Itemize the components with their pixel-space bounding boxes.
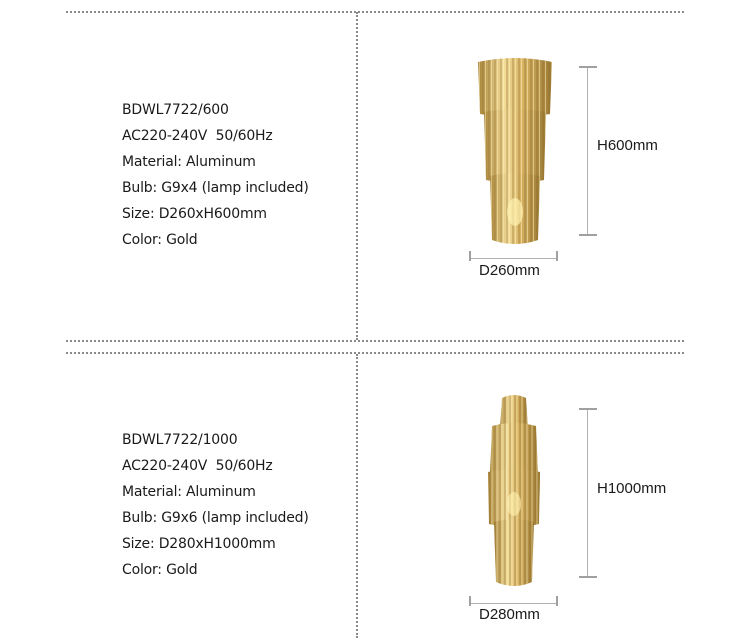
wall-lamp-image (470, 52, 560, 252)
height-cap-top (579, 66, 597, 68)
color-spec: Color: Gold (122, 562, 198, 578)
diameter-tick-right (556, 251, 558, 261)
height-dimension-line (587, 67, 588, 235)
bulb-spec: Bulb: G9x4 (lamp included) (122, 180, 309, 196)
column-divider-top (356, 12, 358, 340)
height-label: H600mm (597, 137, 658, 154)
size-spec: Size: D260xH600mm (122, 206, 267, 222)
column-divider-bottom (356, 354, 358, 638)
wall-lamp-image (484, 392, 544, 594)
material-spec: Material: Aluminum (122, 154, 256, 170)
height-cap-bottom (579, 234, 597, 236)
height-cap-bottom (579, 576, 597, 578)
diameter-dimension-line (470, 258, 558, 259)
material-spec: Material: Aluminum (122, 484, 256, 500)
spec-list (122, 427, 309, 583)
color-spec: Color: Gold (122, 232, 198, 248)
middle-divider-upper (66, 340, 684, 342)
diameter-label: D260mm (479, 262, 540, 279)
voltage-spec: AC220-240V 50/60Hz (122, 458, 273, 474)
diameter-dimension-line (470, 603, 558, 604)
height-dimension-line (587, 409, 588, 577)
middle-divider-lower (66, 352, 684, 354)
spec-list (122, 97, 309, 253)
size-spec: Size: D280xH1000mm (122, 536, 276, 552)
top-divider (66, 11, 684, 13)
bulb-spec: Bulb: G9x6 (lamp included) (122, 510, 309, 526)
diameter-tick-left (469, 251, 471, 261)
diameter-label: D280mm (479, 606, 540, 623)
height-label: H1000mm (597, 480, 667, 497)
diameter-tick-right (556, 596, 558, 606)
voltage-spec: AC220-240V 50/60Hz (122, 128, 273, 144)
model-number: BDWL7722/1000 (122, 432, 238, 448)
height-cap-top (579, 408, 597, 410)
model-number: BDWL7722/600 (122, 102, 229, 118)
diameter-tick-left (469, 596, 471, 606)
